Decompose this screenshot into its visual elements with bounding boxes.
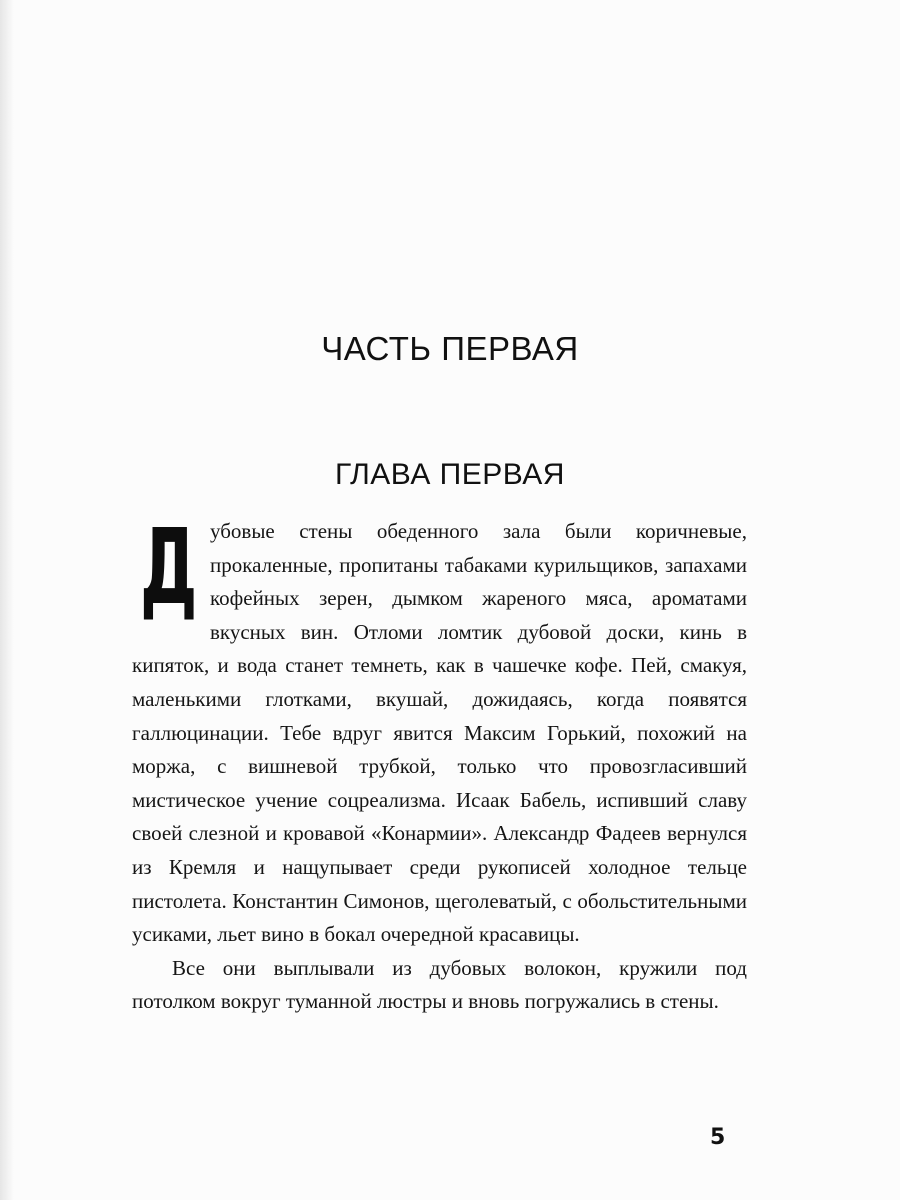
drop-cap: Д xyxy=(140,506,198,628)
part-title: ЧАСТЬ ПЕРВАЯ xyxy=(321,330,579,367)
paragraph-2: Все они выплывали из дубовых волокон, кружили под потолком вокруг туманной люстры и вновь погружались в стены. xyxy=(132,955,747,1014)
page-number: 5 xyxy=(710,1125,726,1150)
chapter-body xyxy=(132,506,747,1019)
chapter-title: ГЛАВА ПЕРВАЯ xyxy=(335,458,565,491)
page-gutter-shadow xyxy=(0,0,14,1200)
paragraph-1-text: убовые стены обеденного зала были коричневые, прокаленные, пропитаны табаками курильщиков, запахами кофейных зерен, дымком жареного мяса, ароматами вкусных вин. Отломи ломтик дубовой доски, кинь в кипяток, и вода станет темнеть, как в чашечке кофе. Пей, смакуя, маленькими глотками, вкушай, дожидаясь, когда появятся галлюцинации. Тебе вдруг явится Максим Горький, похожий на моржа, с вишневой трубкой, только что провозгласивший мистическое учение соцреализма. Исаак Бабель, испивший славу своей слезной и кровавой «Конармии». Александр Фадеев вернулся из Кремля и нащупывает среди рукописей холодное тельце пистолета. Константин Симонов, щеголеватый, с обольстительными усиками, льет вино в бокал очередной красавицы. xyxy=(132,519,747,947)
paragraph-1 xyxy=(132,506,747,952)
